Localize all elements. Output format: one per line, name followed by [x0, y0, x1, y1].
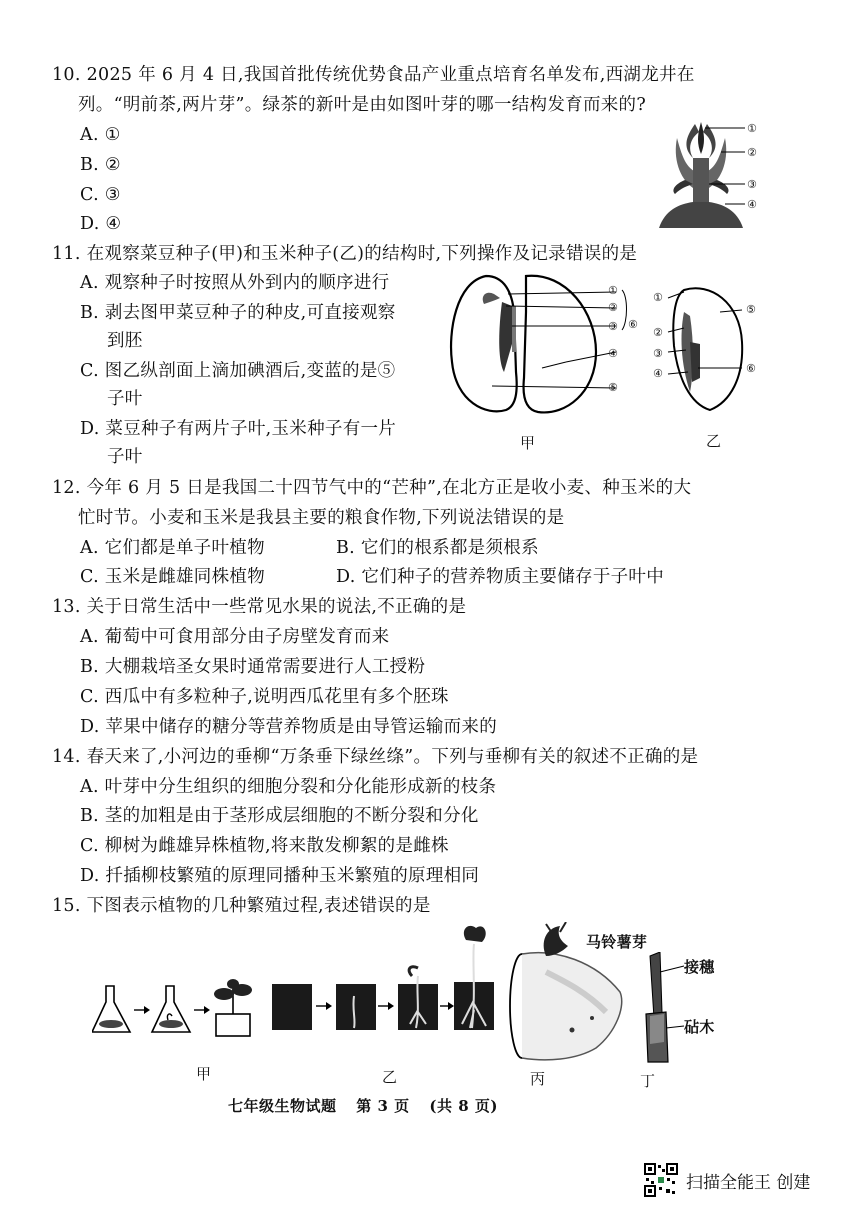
potato-bud-label: 马铃薯芽 [586, 933, 648, 951]
q15-stem: 15. 下图表示植物的几种繁殖过程,表述错误的是 [52, 896, 431, 916]
scion-label: 接穗 [684, 958, 715, 976]
bean-label-6: ⑥ [628, 318, 638, 331]
corn-label-2: ② [653, 326, 663, 339]
q13-stem: 13. 关于日常生活中一些常见水果的说法,不正确的是 [52, 597, 467, 617]
q13-option-d: D. 苹果中储存的糖分等营养物质是由导管运输而来的 [80, 717, 498, 737]
q12-stem-line2: 忙时节。小麦和玉米是我县主要的粮食作物,下列说法错误的是 [78, 508, 565, 528]
stock-label: 砧木 [684, 1018, 715, 1036]
scanner-watermark [644, 1163, 810, 1197]
q11-stem: 11. 在观察菜豆种子(甲)和玉米种子(乙)的结构时,下列操作及记录错误的是 [52, 244, 638, 264]
q10-option-c: C. ③ [80, 185, 121, 205]
bean-caption: 甲 [520, 434, 536, 452]
footer-page: 第 3 页 [356, 1097, 410, 1115]
caption-bing: 丙 [530, 1070, 546, 1088]
corn-caption: 乙 [706, 432, 722, 450]
q14-option-d: D. 扦插柳枝繁殖的原理同播种玉米繁殖的原理相同 [80, 866, 480, 886]
leaf-bud-figure [655, 118, 765, 236]
footer-title: 七年级生物试题 [228, 1097, 337, 1115]
corn-seed-figure [650, 282, 760, 414]
caption-yi: 乙 [382, 1068, 398, 1086]
q12-stem-line1: 12. 今年 6 月 5 日是我国二十四节气中的“芒种”,在北方正是收小麦、种玉米的大 [52, 478, 692, 498]
bud-label-3: ③ [747, 178, 757, 191]
bean-label-5: ⑤ [608, 381, 618, 394]
corn-label-6: ⑥ [746, 362, 756, 375]
corn-label-4: ④ [653, 367, 663, 380]
caption-ding: 丁 [640, 1072, 656, 1090]
q12-option-b: B. 它们的根系都是须根系 [336, 538, 539, 558]
q11-option-b-line2: 到胚 [107, 331, 143, 351]
q11-option-d-line2: 子叶 [107, 447, 143, 467]
grafting-figure [636, 952, 686, 1064]
q12-option-d: D. 它们种子的营养物质主要储存于子叶中 [336, 567, 665, 587]
bean-label-1: ① [608, 284, 618, 297]
q11-option-b-line1: B. 剥去图甲菜豆种子的种皮,可直接观察 [80, 303, 396, 323]
corn-label-3: ③ [653, 347, 663, 360]
bean-label-4: ④ [608, 347, 618, 360]
q10-option-d: D. ④ [80, 214, 122, 234]
caption-jia: 甲 [196, 1065, 212, 1083]
q13-option-c: C. 西瓜中有多粒种子,说明西瓜花里有多个胚珠 [80, 687, 449, 707]
q12-option-c: C. 玉米是雌雄同株植物 [80, 567, 265, 587]
q11-option-c-line1: C. 图乙纵剖面上滴加碘酒后,变蓝的是⑤ [80, 361, 396, 381]
page-footer [228, 1095, 512, 1116]
q14-option-b: B. 茎的加粗是由于茎形成层细胞的不断分裂和分化 [80, 806, 479, 826]
corn-label-1: ① [653, 291, 663, 304]
bud-label-1: ① [747, 122, 757, 135]
q10-option-a: A. ① [80, 125, 121, 145]
footer-total: (共 8 页) [429, 1097, 498, 1115]
q11-option-a: A. 观察种子时按照从外到内的顺序进行 [80, 273, 390, 293]
bean-label-3: ③ [608, 320, 618, 333]
q12-option-a: A. 它们都是单子叶植物 [80, 538, 265, 558]
q11-option-c-line2: 子叶 [107, 389, 143, 409]
q14-stem: 14. 春天来了,小河边的垂柳“万条垂下绿丝绦”。下列与垂柳有关的叙述不正确的是 [52, 747, 699, 767]
bean-label-2: ② [608, 301, 618, 314]
qr-code-icon [644, 1163, 678, 1197]
q13-option-b: B. 大棚栽培圣女果时通常需要进行人工授粉 [80, 657, 426, 677]
q14-option-c: C. 柳树为雌雄异株植物,将来散发柳絮的是雌株 [80, 836, 449, 856]
corn-label-5: ⑤ [746, 303, 756, 316]
seed-germination-figure [270, 920, 500, 1060]
q10-stem-line1: 10. 2025 年 6 月 4 日,我国首批传统优势食品产业重点培育名单发布,西湖龙井在 [52, 65, 695, 85]
q14-option-a: A. 叶芽中分生组织的细胞分裂和分化能形成新的枝条 [80, 777, 497, 797]
watermark-text: 扫描全能王 创建 [686, 1172, 811, 1193]
q10-stem-line2: 列。“明前茶,两片芽”。绿茶的新叶是由如图叶芽的哪一结构发育而来的? [78, 95, 647, 115]
q13-option-a: A. 葡萄中可食用部分由子房壁发育而来 [80, 627, 390, 647]
bud-label-2: ② [747, 146, 757, 159]
q11-option-d-line1: D. 菜豆种子有两片子叶,玉米种子有一片 [80, 419, 397, 439]
bud-label-4: ④ [747, 198, 757, 211]
tissue-culture-figure [92, 976, 272, 1046]
q10-option-b: B. ② [80, 155, 121, 175]
